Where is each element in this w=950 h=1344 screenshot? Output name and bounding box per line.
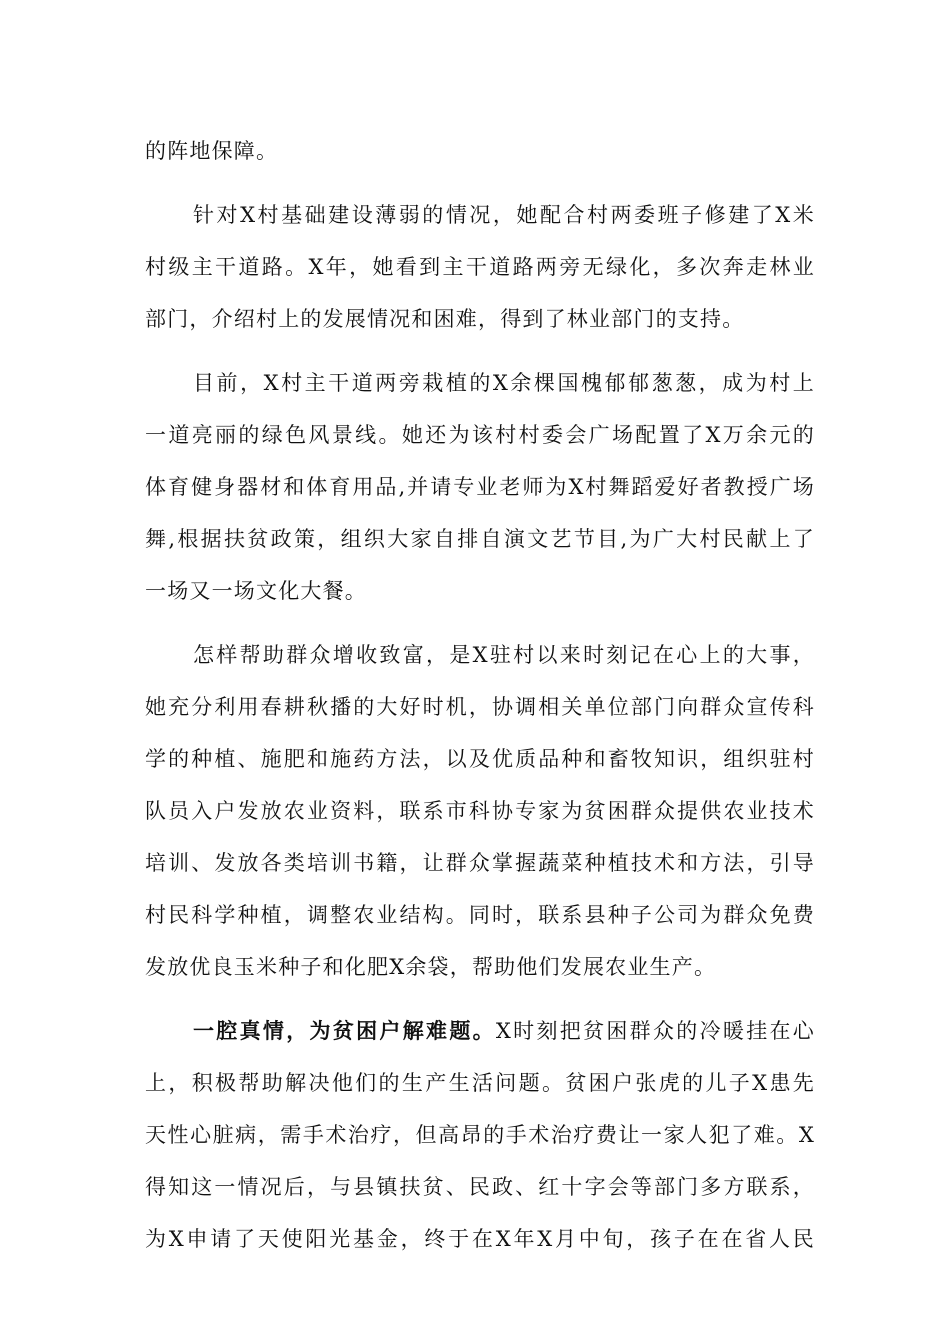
text-line: 为X申请了天使阳光基金，终于在X年X月中旬，孩子在在省人民 [145,1227,815,1251]
text-line [145,1005,815,1057]
text-line: 针对X村基础建设薄弱的情况，她配合村两委班子修建了X米 [193,203,815,227]
text-line: 怎样帮助群众增收致富，是X驻村以来时刻记在心上的大事， [193,643,815,667]
text-line: 培训、发放各类培训书籍，让群众掌握蔬菜种植技术和方法，引导 [145,851,815,875]
text-line: 学的种植、施肥和施药方法，以及优质品种和畜牧知识，组织驻村 [145,747,815,771]
paragraph-heading: 一腔真情，为贫困户解难题。 [193,1018,496,1043]
paragraph [145,1005,815,1265]
text-line: 队员入户发放农业资料，联系市科协专家为贫困群众提供农业技术 [145,799,815,823]
text-line: 一场又一场文化大餐。 [145,579,367,603]
paragraph [145,125,815,177]
text-run: X时刻把贫困群众的冷暖挂在心 [495,1019,815,1043]
text-line: 她充分利用春耕秋播的大好时机，协调相关单位部门向群众宣传科 [145,695,815,719]
text-line: 一道亮丽的绿色风景线。她还为该村村委会广场配置了X万余元的 [145,423,815,447]
text-line: 村级主干道路。X年，她看到主干道路两旁无绿化，多次奔走林业 [145,255,815,279]
document-body [145,125,815,1265]
text-line: 村民科学种植，调整农业结构。同时，联系县种子公司为群众免费 [145,903,815,927]
paragraph [145,189,815,345]
text-line: 天性心脏病，需手术治疗，但高昂的手术治疗费让一家人犯了难。X [145,1123,815,1147]
paragraph [145,357,815,617]
text-line: 得知这一情况后，与县镇扶贫、民政、红十字会等部门多方联系， [145,1175,815,1199]
text-line: 舞,根据扶贫政策，组织大家自排自演文艺节目,为广大村民献上了 [145,527,815,551]
text-line: 上，积极帮助解决他们的生产生活问题。贫困户张虎的儿子X患先 [145,1071,815,1095]
text-line: 部门，介绍村上的发展情况和困难，得到了林业部门的支持。 [145,307,745,331]
text-line: 的阵地保障。 [145,139,279,163]
text-line: 目前，X村主干道两旁栽植的X余棵国槐郁郁葱葱，成为村上 [193,371,815,395]
text-line: 体育健身器材和体育用品,并请专业老师为X村舞蹈爱好者教授广场 [145,475,815,499]
text-line: 发放优良玉米种子和化肥X余袋，帮助他们发展农业生产。 [145,955,717,979]
paragraph [145,629,815,993]
